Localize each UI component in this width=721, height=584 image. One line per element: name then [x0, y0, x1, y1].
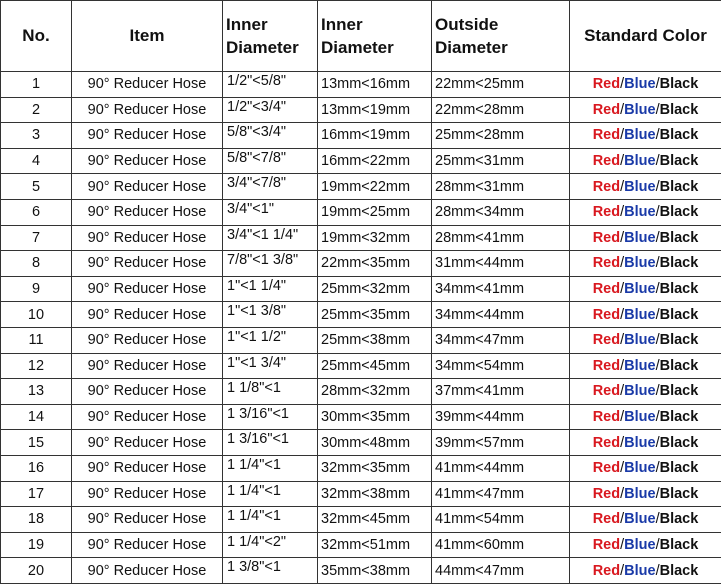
color-separator: / — [620, 204, 624, 220]
cell-inner-mm: 22mm<35mm — [318, 251, 432, 277]
cell-no: 3 — [1, 123, 72, 149]
color-separator: / — [620, 537, 624, 553]
cell-standard-color — [570, 97, 721, 123]
table-row — [1, 327, 721, 353]
color-separator: / — [620, 153, 624, 169]
color-red-label: Red — [593, 435, 620, 451]
cell-standard-color — [570, 199, 721, 225]
color-separator: / — [656, 537, 660, 553]
header-outside-line2: Diameter — [435, 38, 508, 57]
header-outside-diameter — [432, 1, 570, 72]
header-inner-diameter-mm — [318, 1, 432, 72]
header-row — [1, 1, 721, 72]
table-row — [1, 72, 721, 98]
cell-outside-mm: 34mm<41mm — [432, 276, 570, 302]
color-black-label: Black — [660, 409, 699, 425]
color-black-label: Black — [660, 230, 699, 246]
table-row — [1, 148, 721, 174]
cell-no: 9 — [1, 276, 72, 302]
table-row — [1, 558, 721, 584]
cell-item: 90° Reducer Hose — [72, 430, 223, 456]
cell-outside-mm: 34mm<44mm — [432, 302, 570, 328]
table-row — [1, 455, 721, 481]
color-blue-label: Blue — [624, 486, 655, 502]
cell-item: 90° Reducer Hose — [72, 558, 223, 584]
cell-item: 90° Reducer Hose — [72, 174, 223, 200]
color-black-label: Black — [660, 383, 699, 399]
cell-inner-mm: 35mm<38mm — [318, 558, 432, 584]
cell-item: 90° Reducer Hose — [72, 404, 223, 430]
color-black-label: Black — [660, 153, 699, 169]
color-black-label: Black — [660, 76, 699, 92]
cell-inner-inch: 1"<1 1/4" — [223, 276, 318, 302]
cell-inner-inch: 1"<1 1/2" — [223, 327, 318, 353]
table-row — [1, 404, 721, 430]
cell-outside-mm: 41mm<54mm — [432, 507, 570, 533]
cell-inner-mm: 16mm<19mm — [318, 123, 432, 149]
color-separator: / — [656, 460, 660, 476]
color-separator: / — [656, 435, 660, 451]
color-separator: / — [620, 76, 624, 92]
cell-inner-mm: 28mm<32mm — [318, 379, 432, 405]
color-black-label: Black — [660, 435, 699, 451]
cell-outside-mm: 31mm<44mm — [432, 251, 570, 277]
cell-inner-mm: 30mm<35mm — [318, 404, 432, 430]
color-black-label: Black — [660, 563, 699, 579]
cell-inner-mm: 19mm<22mm — [318, 174, 432, 200]
table-row — [1, 251, 721, 277]
cell-standard-color — [570, 72, 721, 98]
color-black-label: Black — [660, 281, 699, 297]
color-blue-label: Blue — [624, 153, 655, 169]
color-red-label: Red — [593, 281, 620, 297]
cell-no: 20 — [1, 558, 72, 584]
cell-no: 18 — [1, 507, 72, 533]
cell-inner-inch: 7/8"<1 3/8" — [223, 251, 318, 277]
color-blue-label: Blue — [624, 511, 655, 527]
cell-item: 90° Reducer Hose — [72, 481, 223, 507]
cell-item: 90° Reducer Hose — [72, 507, 223, 533]
color-separator: / — [620, 383, 624, 399]
color-black-label: Black — [660, 511, 699, 527]
cell-inner-mm: 19mm<25mm — [318, 199, 432, 225]
cell-item: 90° Reducer Hose — [72, 225, 223, 251]
cell-inner-mm: 32mm<38mm — [318, 481, 432, 507]
cell-no: 5 — [1, 174, 72, 200]
color-blue-label: Blue — [624, 537, 655, 553]
cell-no: 7 — [1, 225, 72, 251]
color-red-label: Red — [593, 127, 620, 143]
color-separator: / — [656, 153, 660, 169]
cell-inner-inch: 5/8"<7/8" — [223, 148, 318, 174]
cell-standard-color — [570, 532, 721, 558]
color-blue-label: Blue — [624, 435, 655, 451]
cell-item: 90° Reducer Hose — [72, 379, 223, 405]
color-red-label: Red — [593, 204, 620, 220]
cell-inner-inch: 1"<1 3/4" — [223, 353, 318, 379]
cell-standard-color — [570, 404, 721, 430]
cell-inner-mm: 13mm<16mm — [318, 72, 432, 98]
color-red-label: Red — [593, 153, 620, 169]
cell-standard-color — [570, 481, 721, 507]
cell-item: 90° Reducer Hose — [72, 276, 223, 302]
cell-no: 1 — [1, 72, 72, 98]
cell-standard-color — [570, 430, 721, 456]
cell-outside-mm: 39mm<57mm — [432, 430, 570, 456]
color-black-label: Black — [660, 255, 699, 271]
cell-standard-color — [570, 251, 721, 277]
color-separator: / — [620, 255, 624, 271]
color-separator: / — [620, 179, 624, 195]
color-separator: / — [656, 179, 660, 195]
cell-no: 19 — [1, 532, 72, 558]
cell-outside-mm: 37mm<41mm — [432, 379, 570, 405]
color-separator: / — [656, 230, 660, 246]
table-row — [1, 302, 721, 328]
cell-inner-inch: 5/8"<3/4" — [223, 123, 318, 149]
color-separator: / — [620, 435, 624, 451]
cell-inner-inch: 1 3/8"<1 — [223, 558, 318, 584]
cell-outside-mm: 34mm<54mm — [432, 353, 570, 379]
color-blue-label: Blue — [624, 563, 655, 579]
cell-item: 90° Reducer Hose — [72, 327, 223, 353]
cell-inner-mm: 32mm<35mm — [318, 455, 432, 481]
color-red-label: Red — [593, 358, 620, 374]
cell-standard-color — [570, 558, 721, 584]
header-inner-inch-line2: Diameter — [226, 38, 299, 57]
cell-inner-inch: 1 1/4"<2" — [223, 532, 318, 558]
header-inner-inch-line1: Inner — [226, 15, 268, 34]
cell-inner-mm: 25mm<38mm — [318, 327, 432, 353]
color-separator: / — [656, 383, 660, 399]
cell-no: 2 — [1, 97, 72, 123]
color-separator: / — [656, 563, 660, 579]
header-standard-color: Standard Color — [570, 1, 721, 72]
cell-item: 90° Reducer Hose — [72, 148, 223, 174]
color-blue-label: Blue — [624, 127, 655, 143]
cell-no: 11 — [1, 327, 72, 353]
cell-outside-mm: 28mm<31mm — [432, 174, 570, 200]
header-inner-mm-line1: Inner — [321, 15, 363, 34]
cell-item: 90° Reducer Hose — [72, 199, 223, 225]
header-no: No. — [1, 1, 72, 72]
color-black-label: Black — [660, 127, 699, 143]
color-red-label: Red — [593, 486, 620, 502]
color-separator: / — [656, 409, 660, 425]
cell-no: 15 — [1, 430, 72, 456]
color-separator: / — [656, 255, 660, 271]
cell-standard-color — [570, 174, 721, 200]
color-blue-label: Blue — [624, 332, 655, 348]
cell-inner-inch: 1 1/4"<1 — [223, 507, 318, 533]
cell-inner-mm: 32mm<45mm — [318, 507, 432, 533]
cell-inner-mm: 25mm<45mm — [318, 353, 432, 379]
cell-outside-mm: 44mm<47mm — [432, 558, 570, 584]
color-separator: / — [620, 511, 624, 527]
color-separator: / — [620, 332, 624, 348]
color-separator: / — [656, 358, 660, 374]
header-outside-line1: Outside — [435, 15, 498, 34]
color-separator: / — [620, 230, 624, 246]
color-red-label: Red — [593, 563, 620, 579]
color-black-label: Black — [660, 179, 699, 195]
color-red-label: Red — [593, 409, 620, 425]
cell-inner-inch: 1"<1 3/8" — [223, 302, 318, 328]
color-blue-label: Blue — [624, 383, 655, 399]
table-row — [1, 532, 721, 558]
table-row — [1, 481, 721, 507]
table-row — [1, 123, 721, 149]
cell-outside-mm: 34mm<47mm — [432, 327, 570, 353]
cell-item: 90° Reducer Hose — [72, 97, 223, 123]
color-blue-label: Blue — [624, 230, 655, 246]
color-blue-label: Blue — [624, 255, 655, 271]
cell-inner-mm: 25mm<35mm — [318, 302, 432, 328]
color-black-label: Black — [660, 102, 699, 118]
cell-standard-color — [570, 455, 721, 481]
cell-no: 10 — [1, 302, 72, 328]
cell-outside-mm: 28mm<34mm — [432, 199, 570, 225]
cell-no: 17 — [1, 481, 72, 507]
cell-outside-mm: 25mm<31mm — [432, 148, 570, 174]
cell-inner-mm: 25mm<32mm — [318, 276, 432, 302]
color-black-label: Black — [660, 358, 699, 374]
cell-inner-inch: 1 3/16"<1 — [223, 404, 318, 430]
cell-outside-mm: 41mm<47mm — [432, 481, 570, 507]
color-red-label: Red — [593, 511, 620, 527]
cell-standard-color — [570, 148, 721, 174]
header-inner-mm-line2: Diameter — [321, 38, 394, 57]
cell-outside-mm: 41mm<44mm — [432, 455, 570, 481]
color-separator: / — [656, 486, 660, 502]
color-separator: / — [656, 76, 660, 92]
color-separator: / — [656, 511, 660, 527]
color-red-label: Red — [593, 76, 620, 92]
cell-inner-inch: 3/4"<1 1/4" — [223, 225, 318, 251]
color-black-label: Black — [660, 204, 699, 220]
cell-no: 6 — [1, 199, 72, 225]
cell-item: 90° Reducer Hose — [72, 302, 223, 328]
cell-outside-mm: 41mm<60mm — [432, 532, 570, 558]
cell-inner-inch: 1 1/4"<1 — [223, 455, 318, 481]
color-black-label: Black — [660, 332, 699, 348]
cell-outside-mm: 28mm<41mm — [432, 225, 570, 251]
color-black-label: Black — [660, 460, 699, 476]
cell-standard-color — [570, 225, 721, 251]
cell-item: 90° Reducer Hose — [72, 353, 223, 379]
header-inner-diameter-inch — [223, 1, 318, 72]
color-blue-label: Blue — [624, 102, 655, 118]
table-body — [1, 72, 721, 584]
cell-standard-color — [570, 353, 721, 379]
color-separator: / — [656, 127, 660, 143]
color-separator: / — [656, 332, 660, 348]
color-blue-label: Blue — [624, 179, 655, 195]
table-row — [1, 379, 721, 405]
color-separator: / — [620, 486, 624, 502]
header-item: Item — [72, 1, 223, 72]
cell-standard-color — [570, 327, 721, 353]
color-blue-label: Blue — [624, 281, 655, 297]
cell-inner-mm: 30mm<48mm — [318, 430, 432, 456]
cell-inner-inch: 1 1/4"<1 — [223, 481, 318, 507]
cell-inner-inch: 1 3/16"<1 — [223, 430, 318, 456]
color-red-label: Red — [593, 230, 620, 246]
cell-no: 16 — [1, 455, 72, 481]
table-row — [1, 353, 721, 379]
color-blue-label: Blue — [624, 204, 655, 220]
table-row — [1, 174, 721, 200]
color-red-label: Red — [593, 332, 620, 348]
cell-inner-inch: 3/4"<7/8" — [223, 174, 318, 200]
color-separator: / — [620, 409, 624, 425]
cell-item: 90° Reducer Hose — [72, 251, 223, 277]
color-blue-label: Blue — [624, 307, 655, 323]
color-separator: / — [620, 281, 624, 297]
color-blue-label: Blue — [624, 358, 655, 374]
table-row — [1, 225, 721, 251]
cell-no: 12 — [1, 353, 72, 379]
cell-outside-mm: 22mm<25mm — [432, 72, 570, 98]
cell-standard-color — [570, 276, 721, 302]
cell-inner-inch: 1/2"<5/8" — [223, 72, 318, 98]
color-red-label: Red — [593, 307, 620, 323]
table-row — [1, 199, 721, 225]
color-separator: / — [656, 307, 660, 323]
color-separator: / — [620, 563, 624, 579]
cell-standard-color — [570, 123, 721, 149]
cell-inner-mm: 16mm<22mm — [318, 148, 432, 174]
color-blue-label: Blue — [624, 409, 655, 425]
cell-outside-mm: 39mm<44mm — [432, 404, 570, 430]
cell-item: 90° Reducer Hose — [72, 455, 223, 481]
cell-standard-color — [570, 379, 721, 405]
color-black-label: Black — [660, 537, 699, 553]
cell-outside-mm: 22mm<28mm — [432, 97, 570, 123]
color-blue-label: Blue — [624, 76, 655, 92]
table-row — [1, 276, 721, 302]
color-black-label: Black — [660, 307, 699, 323]
cell-no: 13 — [1, 379, 72, 405]
cell-inner-mm: 13mm<19mm — [318, 97, 432, 123]
cell-item: 90° Reducer Hose — [72, 72, 223, 98]
cell-item: 90° Reducer Hose — [72, 532, 223, 558]
cell-inner-mm: 19mm<32mm — [318, 225, 432, 251]
cell-item: 90° Reducer Hose — [72, 123, 223, 149]
cell-no: 4 — [1, 148, 72, 174]
color-red-label: Red — [593, 383, 620, 399]
color-separator: / — [656, 281, 660, 297]
color-separator: / — [620, 102, 624, 118]
color-red-label: Red — [593, 255, 620, 271]
color-separator: / — [620, 307, 624, 323]
color-separator: / — [656, 102, 660, 118]
cell-inner-inch: 3/4"<1" — [223, 199, 318, 225]
cell-outside-mm: 25mm<28mm — [432, 123, 570, 149]
color-separator: / — [620, 358, 624, 374]
color-separator: / — [656, 204, 660, 220]
cell-standard-color — [570, 302, 721, 328]
cell-inner-inch: 1/2"<3/4" — [223, 97, 318, 123]
color-separator: / — [620, 460, 624, 476]
table-row — [1, 97, 721, 123]
color-red-label: Red — [593, 460, 620, 476]
color-black-label: Black — [660, 486, 699, 502]
table-row — [1, 507, 721, 533]
color-red-label: Red — [593, 179, 620, 195]
color-separator: / — [620, 127, 624, 143]
cell-inner-mm: 32mm<51mm — [318, 532, 432, 558]
cell-no: 8 — [1, 251, 72, 277]
cell-standard-color — [570, 507, 721, 533]
table-row — [1, 430, 721, 456]
color-red-label: Red — [593, 537, 620, 553]
cell-no: 14 — [1, 404, 72, 430]
color-blue-label: Blue — [624, 460, 655, 476]
color-red-label: Red — [593, 102, 620, 118]
cell-inner-inch: 1 1/8"<1 — [223, 379, 318, 405]
